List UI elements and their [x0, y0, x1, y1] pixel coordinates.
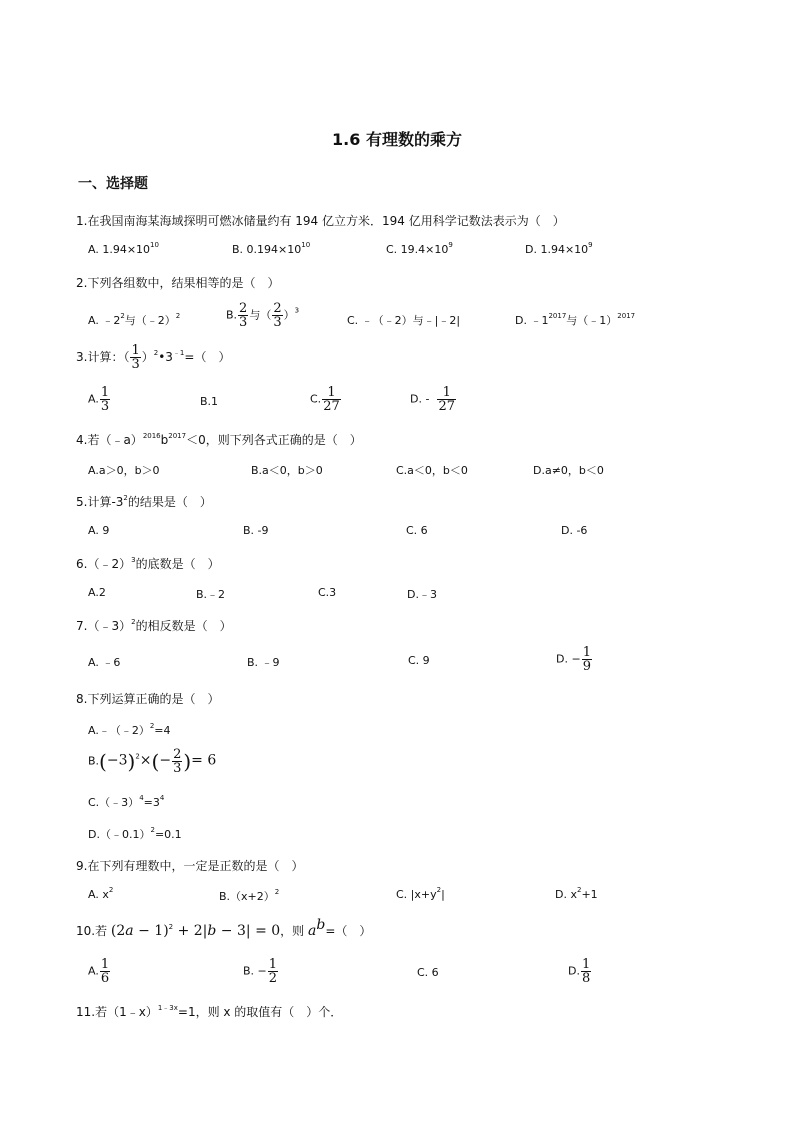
- exponent: 4: [159, 794, 165, 802]
- q8-option-d[interactable]: [88, 826, 182, 842]
- q8-option-b[interactable]: [88, 748, 216, 775]
- exponent: 2017: [168, 432, 187, 440]
- fraction-denominator: 27: [323, 399, 340, 414]
- text-fragment: A. 1.94×10: [88, 243, 151, 256]
- text-fragment: 10.若: [76, 924, 108, 938]
- fraction-denominator: 9: [582, 659, 591, 674]
- exponent: 9: [588, 241, 593, 249]
- text-fragment: a: [308, 923, 317, 939]
- text-fragment: −: [159, 752, 172, 769]
- exponent: 2: [149, 722, 155, 730]
- exponent: 2: [131, 618, 136, 626]
- fraction-denominator: 6: [100, 971, 110, 986]
- q1-option-a[interactable]: [88, 243, 159, 256]
- fraction: [130, 344, 140, 371]
- question-10: [76, 917, 372, 939]
- exponent: 2: [153, 349, 159, 357]
- question-4: [76, 431, 362, 448]
- exponent: 9: [448, 241, 453, 249]
- exponent: 2: [168, 923, 174, 931]
- exponent: 2: [123, 494, 128, 502]
- q9-option-a[interactable]: [88, 888, 113, 901]
- exponent: b: [316, 917, 326, 933]
- question-11: [76, 1003, 342, 1020]
- q3-option-d[interactable]: [410, 386, 457, 413]
- text-fragment: a: [125, 923, 134, 939]
- q10-option-b[interactable]: [243, 958, 279, 985]
- text-fragment: |: [441, 888, 445, 901]
- q5-option-a[interactable]: A. 9: [88, 524, 110, 537]
- text-fragment: =1，则 x 的取值有（ ）个．: [177, 1005, 343, 1019]
- text-fragment: B.: [226, 308, 238, 322]
- text-fragment: •3: [158, 350, 173, 364]
- text-fragment: D. 1.94×10: [525, 243, 589, 256]
- fraction: [238, 302, 248, 329]
- question-5: [76, 493, 212, 510]
- text-fragment: ）: [283, 308, 295, 322]
- text-fragment: 与（﹣1）: [566, 314, 618, 327]
- q4-option-b[interactable]: B.a＜0，b＞0: [251, 464, 323, 477]
- q3-option-c[interactable]: [310, 386, 342, 413]
- fraction-numerator: 1: [582, 645, 591, 660]
- exponent: 4: [139, 794, 144, 802]
- text-fragment: =4: [154, 724, 171, 737]
- q6-option-b[interactable]: B.﹣2: [196, 588, 226, 601]
- exponent: 3: [131, 556, 136, 564]
- fraction-numerator: 2: [239, 301, 248, 316]
- text-fragment: D. ﹣1: [515, 314, 549, 327]
- text-fragment: − 3| = 0: [216, 923, 281, 939]
- text-fragment: ）: [141, 350, 154, 364]
- text-fragment: D.: [568, 964, 580, 978]
- text-fragment: B. −: [243, 964, 267, 978]
- question-2: 2.下列各组数中，结果相等的是（ ）: [76, 276, 280, 290]
- q4-option-c[interactable]: C.a＜0，b＜0: [396, 464, 468, 477]
- text-fragment: 5.计算-3: [76, 495, 124, 509]
- fraction-numerator: 1: [100, 385, 110, 400]
- q2-option-a[interactable]: [88, 312, 180, 328]
- fraction: [437, 386, 456, 413]
- fraction-numerator: 1: [131, 343, 140, 358]
- text-fragment: 3.计算：（: [76, 350, 130, 364]
- q10-option-d[interactable]: [568, 958, 592, 985]
- text-fragment: 的相反数是（ ）: [135, 619, 232, 633]
- q7-option-b[interactable]: B. ﹣9: [247, 656, 280, 669]
- q10-option-a[interactable]: [88, 958, 111, 985]
- fraction-denominator: 3: [131, 357, 140, 372]
- q1-option-d[interactable]: [525, 243, 593, 256]
- text-fragment: = 6: [191, 752, 217, 769]
- q2-option-b[interactable]: [226, 302, 299, 329]
- fraction-numerator: 1: [268, 957, 278, 972]
- fraction-numerator: 1: [581, 957, 591, 972]
- exponent: 2: [108, 886, 114, 894]
- text-fragment: 4.若（﹣a）: [76, 433, 143, 447]
- fraction: [100, 958, 110, 985]
- fraction: [268, 958, 278, 985]
- text-fragment: =3: [143, 796, 160, 809]
- q8-option-c[interactable]: [88, 794, 164, 810]
- fraction-denominator: 3: [273, 315, 282, 330]
- q9-option-d[interactable]: [555, 888, 598, 901]
- q7-option-d[interactable]: [556, 646, 593, 673]
- fraction-numerator: 1: [437, 386, 456, 400]
- question-7: [76, 617, 232, 634]
- fraction-denominator: 27: [438, 399, 455, 414]
- text-fragment: =0.1: [154, 828, 182, 841]
- text-fragment: D. -: [410, 392, 430, 406]
- text-fragment: (: [151, 749, 160, 774]
- fraction-numerator: 1: [322, 386, 341, 400]
- text-fragment: ，则: [280, 924, 305, 938]
- text-fragment: b: [207, 923, 217, 939]
- fraction-denominator: 3: [239, 315, 248, 330]
- exponent: 2016: [142, 432, 161, 440]
- question-1: 1.在我国南海某海域探明可燃冰储量约有 194 亿立方米．194 亿用科学记数法表示为（ ）: [76, 214, 565, 228]
- text-fragment: ): [127, 749, 136, 774]
- text-fragment: C.（﹣3）: [88, 796, 140, 809]
- text-fragment: B.: [88, 754, 100, 768]
- q7-option-a[interactable]: A. ﹣6: [88, 656, 121, 669]
- exponent: 10: [301, 241, 311, 249]
- fraction-denominator: 2: [268, 971, 278, 986]
- fraction-denominator: 8: [581, 971, 591, 986]
- text-fragment: D. −: [556, 652, 581, 666]
- fraction-denominator: 3: [173, 761, 182, 776]
- question-8: 8.下列运算正确的是（ ）: [76, 692, 220, 706]
- q6-option-d[interactable]: D.﹣3: [407, 588, 437, 601]
- q3-option-a[interactable]: [88, 386, 111, 413]
- q9-option-b[interactable]: [219, 888, 279, 904]
- page-title: 1.6 有理数的乘方: [332, 130, 462, 149]
- text-fragment: C.: [310, 392, 322, 406]
- fraction: [582, 646, 592, 673]
- fraction-numerator: 2: [173, 747, 182, 762]
- q6-option-a[interactable]: A.2: [88, 586, 106, 599]
- question-6: [76, 555, 220, 572]
- q5-option-c[interactable]: C. 6: [406, 524, 428, 537]
- text-fragment: A. x: [88, 888, 109, 901]
- text-fragment: A.﹣（﹣2）: [88, 724, 150, 737]
- text-fragment: ×: [139, 752, 152, 769]
- text-fragment: =（ ）: [184, 350, 231, 364]
- fraction-denominator: 3: [100, 399, 110, 414]
- q1-option-c[interactable]: [386, 243, 453, 256]
- q7-option-c[interactable]: C. 9: [408, 654, 430, 667]
- exponent: 2: [436, 886, 442, 894]
- exponent: 2: [135, 752, 140, 761]
- fraction: [272, 302, 282, 329]
- section-heading: 一、选择题: [78, 176, 148, 192]
- exponent: 3: [294, 306, 300, 315]
- text-fragment: C. |x+y: [396, 888, 437, 901]
- q2-option-c[interactable]: C. ﹣（﹣2）与﹣|﹣2|: [347, 314, 461, 327]
- fraction-numerator: 1: [100, 957, 110, 972]
- q10-option-c[interactable]: C. 6: [417, 966, 439, 979]
- text-fragment: (2: [110, 923, 126, 939]
- text-fragment: A.: [88, 964, 99, 978]
- exponent: 10: [150, 241, 159, 249]
- text-fragment: A. ﹣2: [88, 314, 121, 327]
- text-fragment: B.（x+2）: [219, 890, 275, 903]
- text-fragment: A.: [88, 392, 99, 406]
- text-fragment: 与（﹣2）: [124, 314, 176, 327]
- text-fragment: =（ ）: [325, 924, 372, 938]
- text-fragment: D.（﹣0.1）: [88, 828, 151, 841]
- q2-option-d[interactable]: [515, 312, 635, 328]
- text-fragment: C. 19.4×10: [386, 243, 449, 256]
- q6-option-c[interactable]: C.3: [318, 586, 337, 599]
- q4-option-d[interactable]: D.a≠0，b＜0: [533, 464, 604, 477]
- q5-option-b[interactable]: B. -9: [243, 524, 269, 537]
- text-fragment: 7.（﹣3）: [76, 619, 132, 633]
- exponent: 2: [576, 886, 582, 894]
- fraction: [581, 958, 591, 985]
- text-fragment: − 1): [133, 923, 169, 939]
- fraction: [322, 386, 341, 413]
- exponent: 2017: [617, 312, 636, 320]
- text-fragment: 11.若（1﹣x）: [76, 1005, 158, 1019]
- q8-option-a[interactable]: [88, 722, 171, 738]
- text-fragment: +1: [581, 888, 598, 901]
- q1-option-b[interactable]: [232, 243, 310, 256]
- text-fragment: ): [183, 749, 192, 774]
- q9-option-c[interactable]: [396, 888, 445, 901]
- question-3: [76, 344, 230, 371]
- q4-option-a[interactable]: A.a＞0，b＞0: [88, 464, 160, 477]
- exponent: 1﹣3x: [157, 1004, 178, 1012]
- fraction-numerator: 2: [273, 301, 282, 316]
- exponent: 2: [120, 312, 125, 320]
- exponent: 2: [175, 312, 181, 320]
- text-fragment: + 2|: [173, 923, 208, 939]
- text-fragment: 的底数是（ ）: [135, 557, 220, 571]
- text-fragment: b: [160, 433, 169, 447]
- exponent: 2: [150, 826, 155, 834]
- text-fragment: B. 0.194×10: [232, 243, 302, 256]
- text-fragment: 与（: [249, 308, 272, 322]
- text-fragment: (: [99, 749, 107, 774]
- question-9: 9.在下列有理数中，一定是正数的是（ ）: [76, 859, 304, 873]
- text-fragment: 的结果是（ ）: [127, 495, 212, 509]
- exponent: 2: [274, 888, 280, 896]
- text-fragment: D. x: [555, 888, 577, 901]
- q5-option-d[interactable]: D. -6: [561, 524, 588, 537]
- q3-option-b[interactable]: B.1: [200, 395, 219, 408]
- text-fragment: ＜0，则下列各式正确的是（ ）: [186, 433, 362, 447]
- exponent: ﹣1: [172, 349, 185, 357]
- text-fragment: −3: [106, 752, 128, 769]
- fraction: [100, 386, 110, 413]
- exponent: 2017: [548, 312, 567, 320]
- fraction: [172, 748, 182, 775]
- text-fragment: 6.（﹣2）: [76, 557, 132, 571]
